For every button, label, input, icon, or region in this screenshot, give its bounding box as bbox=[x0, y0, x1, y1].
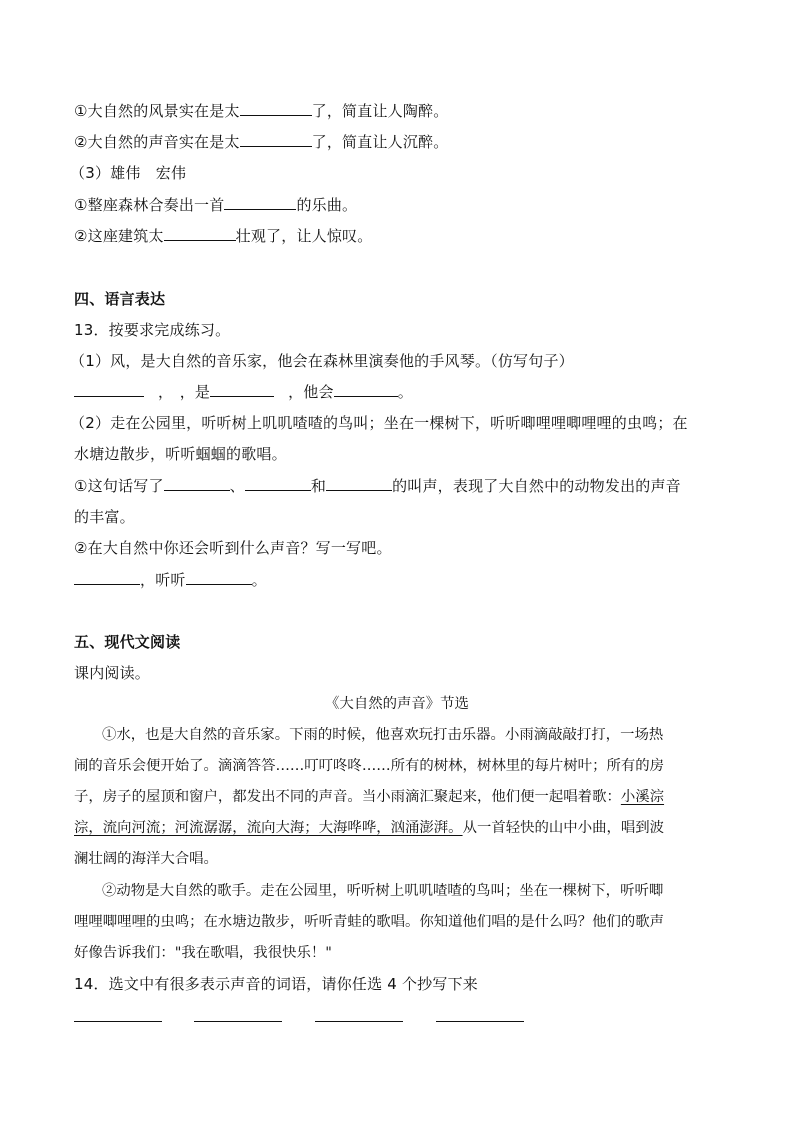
section-heading-5: 五、现代文阅读 bbox=[74, 633, 181, 651]
passage-p2-line2: 哩哩唧哩哩的虫鸣；在水塘边散步，听听青蛙的歌唱。你知道他们唱的是什么吗？他们的歌声 bbox=[74, 914, 665, 930]
answer-blank[interactable] bbox=[210, 382, 274, 397]
sentence-text: ①这句话写了 bbox=[74, 477, 164, 495]
answer-blank[interactable] bbox=[240, 132, 312, 147]
passage-p2-line1: ②动物是大自然的歌手。走在公园里，听听树上叽叽喳喳的鸟叫；坐在一棵树下，听听唧 bbox=[102, 883, 664, 899]
sentence-text: 和 bbox=[310, 477, 327, 495]
question-13: 13．按要求完成练习。 bbox=[74, 321, 231, 339]
answer-line-2[interactable] bbox=[194, 1021, 282, 1022]
question-13-1: （1）风，是大自然的音乐家，他会在森林里演奏他的手风琴。（仿写句子） bbox=[70, 352, 574, 370]
question-3-3b bbox=[74, 225, 372, 247]
sentence-text: 。 bbox=[397, 383, 413, 401]
sentence-text: 的乐曲。 bbox=[296, 196, 358, 214]
underlined-text: 淙，流向河流；河流潺潺，流向大海；大海哗哗，汹涌澎湃。 bbox=[74, 820, 463, 836]
answer-blank[interactable] bbox=[164, 226, 236, 241]
question-13-2-ii-answer bbox=[74, 569, 267, 591]
answer-line-4[interactable] bbox=[436, 1021, 524, 1022]
passage-p1-line3 bbox=[74, 786, 726, 808]
question-14: 14．选文中有很多表示声音的词语，请你任选 4 个抄写下来 bbox=[74, 975, 478, 993]
sentence-text: ，听听 bbox=[140, 571, 186, 589]
answer-blank[interactable] bbox=[326, 476, 392, 491]
passage-p1-line1: ①水，也是大自然的音乐家。下雨的时候，他喜欢玩打击乐器。小雨滴敲敲打打，一场热 bbox=[102, 727, 664, 743]
sentence-text: 、 bbox=[229, 477, 245, 495]
sentence-text: ，是 bbox=[179, 383, 211, 401]
sentence-text: ①大自然的风景实在是太 bbox=[74, 102, 240, 120]
answer-blank[interactable] bbox=[334, 382, 398, 397]
question-13-2-line2: 水塘边散步，听听蝈蝈的歌唱。 bbox=[74, 445, 287, 463]
sentence-text: 了，简直让人陶醉。 bbox=[311, 102, 449, 120]
sentence-text: ， bbox=[158, 383, 166, 401]
answer-blank[interactable] bbox=[245, 476, 311, 491]
question-3-3a bbox=[74, 194, 357, 216]
sentence-text: 的叫声，表现了大自然中的动物发出的声音 bbox=[392, 477, 681, 495]
question-13-2-ii: ②在大自然中你还会听到什么声音？写一写吧。 bbox=[74, 539, 392, 557]
question-3-2b bbox=[74, 131, 448, 153]
reading-instruction: 课内阅读。 bbox=[74, 664, 151, 682]
sentence-text: ①整座森林合奏出一首 bbox=[74, 196, 225, 214]
sentence-text: 了，简直让人沉醉。 bbox=[311, 133, 449, 151]
question-3-2a bbox=[74, 100, 448, 122]
sub-question-label: （3）雄伟 宏伟 bbox=[70, 164, 187, 182]
answer-line-1[interactable] bbox=[74, 1021, 162, 1022]
question-13-2-i-line2: 的丰富。 bbox=[74, 508, 135, 526]
passage-text: 从一首轻快的山中小曲，唱到波 bbox=[462, 820, 665, 836]
passage-p1-line4 bbox=[74, 817, 726, 839]
sentence-text: 壮观了，让人惊叹。 bbox=[235, 227, 373, 245]
section-heading-4: 四、语言表达 bbox=[74, 290, 166, 308]
passage-text: 子，房子的屋顶和窗户，都发出不同的声音。当小雨滴汇聚起来，他们便一起唱着歌： bbox=[74, 789, 621, 805]
sentence-text: ，他会 bbox=[288, 383, 334, 401]
answer-blank[interactable] bbox=[164, 476, 230, 491]
passage-p1-line5: 澜壮阔的海洋大合唱。 bbox=[74, 851, 218, 867]
underlined-text: 小溪淙 bbox=[620, 789, 665, 805]
answer-line-3[interactable] bbox=[315, 1021, 403, 1022]
answer-blank[interactable] bbox=[240, 101, 312, 116]
answer-blank[interactable] bbox=[224, 195, 296, 210]
passage-p2-line3: 好像告诉我们："我在歌唱，我很快乐！" bbox=[74, 945, 332, 961]
sentence-text: 。 bbox=[251, 571, 267, 589]
passage-p1-line2: 闹的音乐会便开始了。滴滴答答……叮叮咚咚……所有的树林，树林里的每片树叶；所有的房 bbox=[74, 758, 665, 774]
sentence-text: ②这座建筑太 bbox=[74, 227, 164, 245]
answer-blank[interactable] bbox=[186, 570, 252, 585]
sentence-text: ②大自然的声音实在是太 bbox=[74, 133, 240, 151]
question-13-2-line1: （2）走在公园里，听听树上叽叽喳喳的鸟叫；坐在一棵树下，听听唧哩哩唧哩哩的虫鸣；在 bbox=[70, 414, 688, 432]
question-3-3-label bbox=[70, 162, 186, 184]
passage-title: 《大自然的声音》节选 bbox=[325, 696, 469, 712]
answer-blank[interactable] bbox=[74, 570, 140, 585]
question-13-2-i bbox=[74, 475, 681, 497]
question-13-1-answer bbox=[74, 381, 413, 403]
answer-blank[interactable] bbox=[74, 382, 144, 397]
